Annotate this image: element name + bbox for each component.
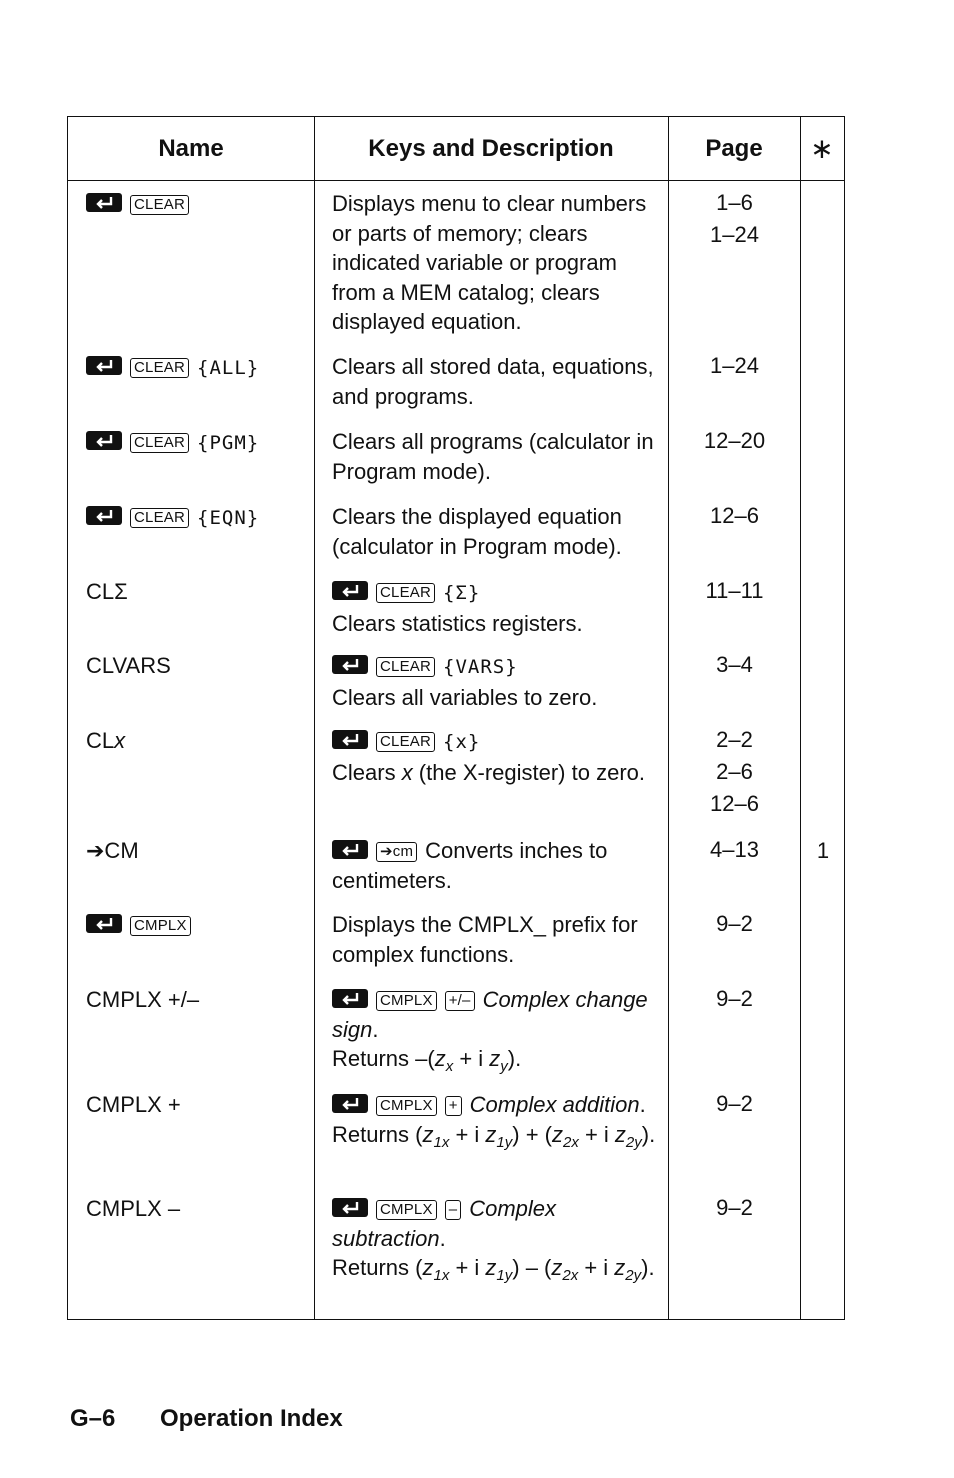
menu-option: {EQN} [197,507,260,529]
plus-key: + [445,1096,462,1116]
description-text: ). [641,1255,655,1280]
subscript: 2y [625,1133,642,1151]
subscript: 2x [562,1133,579,1151]
menu-option: {ALL} [197,357,260,379]
row-10-pages [668,983,801,1015]
description-text: + i [449,1121,486,1147]
row-12-pages [668,1192,801,1224]
description-italic: x [401,759,413,785]
left-shift-key-icon [86,193,122,212]
left-shift-key-icon [86,914,122,933]
row-8-name: ➔CM [86,838,139,863]
description-text: ) – ( [512,1255,552,1280]
cmplx-key: CMPLX [130,916,191,936]
cmplx-key: CMPLX [376,1200,437,1220]
description-text: ). [641,1121,656,1147]
row-12-desc [332,1194,667,1283]
menu-option: {VARS} [443,656,518,678]
row-5-name: CLΣ [86,579,128,604]
cmplx-key: CMPLX [376,991,437,1011]
description-text: + i [449,1255,486,1280]
row-4-desc: Clears the displayed equation (calculator in Program mode). [332,504,622,559]
row-8-note: 1 [816,838,830,863]
operation-index-table [67,116,845,1320]
page-ref: 4–13 [710,837,759,862]
page-ref: 2–6 [716,759,753,784]
row-3-desc: Clears all programs (calculator in Program mode). [332,429,654,484]
row-12-name: CMPLX – [86,1196,181,1221]
subscript: x [445,1058,454,1075]
punctuation: . [372,1016,379,1042]
description-text: (the X-register) to zero. [412,759,645,785]
row-9-name [86,910,314,940]
row-10-name: CMPLX +/– [86,987,200,1012]
menu-option: {PGM} [197,432,260,454]
description-italic: Complex addition [469,1092,640,1117]
description-text: Clears [332,759,402,785]
page-ref: 1–24 [710,222,759,247]
name-prefix: CL [86,728,115,753]
left-shift-key-icon [86,356,122,375]
description-text: + i [578,1255,615,1280]
section-title: Operation Index [160,1405,343,1432]
page-ref: 12–6 [710,791,759,816]
name-italic: x [114,728,126,753]
cmplx-key: CMPLX [376,1096,437,1116]
clear-key: CLEAR [376,583,435,603]
left-shift-key-icon [332,989,368,1008]
page-ref: 9–2 [716,911,753,936]
page-ref: 9–2 [716,1091,753,1116]
subscript: 1x [433,1133,450,1151]
variable: z [485,1121,497,1147]
menu-option: {Σ} [443,582,481,604]
description-text: ) + ( [512,1121,552,1147]
row-3-pages [668,425,801,457]
variable: z [551,1121,563,1147]
variable: z [422,1255,434,1280]
change-sign-key: +/– [445,991,475,1011]
variable: z [551,1255,563,1280]
row-8-desc [332,836,667,895]
page-ref: 11–11 [705,578,764,603]
clear-key: CLEAR [130,508,189,528]
subscript: 1y [496,1267,513,1284]
clear-key: CLEAR [130,433,189,453]
row-4-pages [668,500,801,532]
left-shift-key-icon [332,581,368,600]
row-2-name [86,352,314,384]
row-9-pages [668,908,801,940]
description-text: + i [578,1121,615,1147]
row-3-name [86,427,314,459]
row-1-name [86,189,314,219]
row-6-pages [668,649,801,681]
page-ref: 12–6 [710,503,759,528]
clear-key: CLEAR [376,657,435,677]
page-ref: 2–2 [716,727,753,752]
variable: z [422,1121,434,1147]
header-name: Name [158,134,224,162]
row-4-name [86,502,314,534]
column-divider [800,117,801,1319]
description-text: . Returns ( [332,1092,646,1147]
left-shift-key-icon [86,506,122,525]
description-text: Clears all variables to zero. [332,684,598,710]
row-11-name: CMPLX + [86,1092,181,1117]
row-11-pages [668,1088,801,1120]
row-5-desc [332,577,667,638]
left-shift-key-icon [332,1198,368,1217]
column-divider [314,117,315,1319]
clear-key: CLEAR [130,358,189,378]
row-5-pages [668,575,801,607]
clear-key: CLEAR [376,732,435,752]
page-ref: 1–24 [710,353,759,378]
row-8-pages [668,834,801,866]
page-number: G–6 [70,1405,116,1432]
left-shift-key-icon [332,840,368,859]
row-10-desc [332,985,667,1074]
variable: z [489,1046,501,1071]
page-ref: 9–2 [716,986,753,1011]
subscript: 2y [625,1267,642,1284]
row-2-desc: Clears all stored data, equations, and programs. [332,354,654,409]
row-1-desc: Displays menu to clear numbers or parts of memory; clears indicated variable or program from a MEM catalog; clears displayed equation. [332,191,647,334]
variable: z [485,1255,497,1280]
description-text: Returns ( [332,1255,423,1280]
punctuation: . [439,1225,446,1251]
subscript: 1x [433,1267,450,1284]
description-italic: Complex subtraction [332,1196,557,1251]
left-shift-key-icon [86,431,122,450]
description-text: Returns –( [332,1046,435,1071]
row-7-desc [332,726,667,787]
row-11-desc [332,1090,667,1149]
subscript: y [500,1058,508,1075]
row-7-pages [668,724,801,820]
row-7-name [86,726,314,756]
header-note: ∗ [810,133,834,164]
row-1-pages [668,187,801,251]
menu-option: {x} [443,731,481,753]
row-2-pages [668,350,801,382]
row-6-name: CLVARS [86,653,171,678]
description-text: Clears statistics registers. [332,610,583,636]
variable: z [434,1046,446,1071]
header-page: Page [705,134,763,162]
clear-key: CLEAR [130,195,189,215]
to-cm-key: ➔cm [376,842,417,862]
description-italic: Complex change sign [332,987,648,1042]
header-keys: Keys and Description [368,134,614,162]
header-divider [68,180,844,181]
subscript: 1y [496,1133,513,1151]
variable: z [614,1121,626,1147]
variable: z [614,1255,626,1280]
minus-key: – [445,1200,462,1220]
row-9-desc: Displays the CMPLX_ prefix for complex functions. [332,912,638,967]
description-text: + i [453,1046,490,1071]
description-text: ). [507,1046,522,1071]
row-6-desc [332,651,667,712]
page-ref: 12–20 [703,428,766,453]
page-ref: 9–2 [716,1195,753,1220]
left-shift-key-icon [332,655,368,674]
subscript: 2x [562,1267,579,1284]
left-shift-key-icon [332,730,368,749]
page-ref: 1–6 [716,190,753,215]
page-ref: 3–4 [716,652,753,677]
description-text: Converts inches to centimeters. [332,838,608,893]
left-shift-key-icon [332,1094,368,1113]
column-divider [668,117,669,1319]
